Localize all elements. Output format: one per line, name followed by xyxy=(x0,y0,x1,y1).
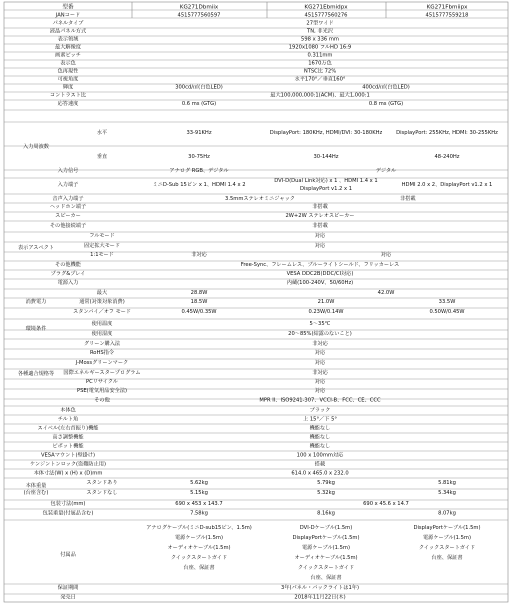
accessory-item: 電源ケーブル(1.5m) xyxy=(422,535,472,541)
pkg-weight-kg271d: 7.58kg xyxy=(190,510,208,517)
env-temp-label: 使用温度 xyxy=(91,321,113,327)
power-typ-kg271f: 33.5W xyxy=(438,299,456,305)
aspect-one-kg271d: 非対応 xyxy=(191,252,207,258)
display-area-value: 598 x 336 mm xyxy=(301,36,339,43)
max-resolution-value: 1920x1080 フルHD 16:9 xyxy=(288,44,352,51)
aspect-full-value: 対応 xyxy=(314,233,326,239)
response-label: 応答速度 xyxy=(57,101,79,107)
pkg-dim-label: 包装寸法(mm) xyxy=(50,501,86,507)
tilt-value: 上 15°／下 5° xyxy=(303,416,337,423)
warranty-label: 保証期間 xyxy=(57,585,79,591)
freq-horizontal-kg271e: DisplayPort: 180KHz, HDMI/DVI: 30-180KHz xyxy=(269,130,383,136)
compliance-item-value: 対応 xyxy=(314,350,326,356)
input-terminal-label: 入力端子 xyxy=(57,182,79,188)
panel-type-label: パネルタイプ xyxy=(52,20,84,27)
lock-label: ケンジントンロック(盗難防止用) xyxy=(29,461,107,468)
pkg-weight-kg271e: 8.16kg xyxy=(317,510,335,517)
weight-no-kg271f: 5.34kg xyxy=(438,490,456,496)
aspect-full-label: フルモード xyxy=(89,233,115,239)
colors-value: 1670万色 xyxy=(308,60,332,67)
plug-play-label: プラグ&プレイ xyxy=(50,271,86,277)
freq-vertical-kg271e: 30-144Hz xyxy=(313,154,339,160)
env-hum-value: 20～85%(結露のないこと) xyxy=(288,331,352,337)
contrast-label: コントラスト比 xyxy=(49,92,87,99)
pivot-label: ピボット機能 xyxy=(52,443,84,450)
power-label: 消費電力 xyxy=(25,299,47,305)
compliance-item-value: 対応 xyxy=(314,379,326,385)
body-color-label: 本体色 xyxy=(60,407,76,414)
dimensions-value: 614.0 x 465.0 x 232.0 xyxy=(291,470,349,477)
accessories-rows xyxy=(146,523,480,581)
aspect-fixed-label: 固定拡大モード xyxy=(83,243,121,249)
power-standby-kg271f: 0.50W/0.45W xyxy=(429,309,465,315)
header-kg271f: KG271Fbmiipx xyxy=(426,4,468,11)
accessory-item: 台座、保証書 xyxy=(310,575,342,581)
other-features-value: Free-Sync、フレームレス、ブルーライトシールド、フリッカーレス xyxy=(240,262,400,268)
freq-horizontal-label: 水平 xyxy=(96,130,108,136)
header-kg271d: KG271Dbmiix xyxy=(179,4,219,11)
weight-with-stand-label: スタンドあり xyxy=(86,480,118,486)
dimensions-label: 本体寸法(W) x (H) x (D)mm xyxy=(33,470,103,477)
env-temp-value: 5～35℃ xyxy=(309,321,331,327)
swivel-value: 機能なし xyxy=(309,425,331,432)
lock-value: 搭載 xyxy=(314,461,326,468)
warranty-value: 3年(パネル・バックライトは1年) xyxy=(281,585,359,591)
brightness-kg271d: 300cd/㎡(白色LED) xyxy=(175,84,223,91)
pkg-weight-label: 包装重量(付属品含む) xyxy=(42,510,94,517)
accessory-item: クイックスタートガイド xyxy=(418,545,476,551)
input-terminal-kg271d: ミニD-Sub 15ピン x 1、HDMI 1.4 x 2 xyxy=(152,182,246,188)
compliance-item-label: PCリサイクル xyxy=(86,379,118,385)
compliance-item-value: MPR II、ISO9241-307、VCCI-B、FCC、CE、CCC xyxy=(259,397,381,404)
aspect-label: 表示アスペクト xyxy=(17,245,55,251)
response-kg271d: 0.6 ms (GTG) xyxy=(181,101,217,107)
accessory-item: クイックスタートガイド xyxy=(297,565,355,571)
compliance-item-label: PSE(電気用品安全法) xyxy=(76,388,128,394)
power-standby-kg271d: 0.45W/0.35W xyxy=(181,309,217,315)
jan-label: JANコード xyxy=(55,12,81,19)
weight-no-stand-label: スタンドなし xyxy=(86,490,118,496)
gamut-label: 色再現性 xyxy=(57,68,79,75)
accessory-item: アナログケーブル(ミニD-sub15ピン、1.5m) xyxy=(146,525,252,531)
tilt-label: チルト角 xyxy=(57,416,79,423)
jan-kg271d: 4515777560597 xyxy=(177,12,221,19)
freq-label: 入力周波数 xyxy=(23,144,49,150)
accessory-item: クイックスタートガイド xyxy=(170,555,228,561)
plug-play-value: VESA DDC2B(DDC/CI対応) xyxy=(286,271,354,277)
compliance-item-value: 対応 xyxy=(314,388,326,394)
freq-horizontal-kg271f: DisplayPort: 255KHz, HDMI: 30-255KHz xyxy=(396,130,498,136)
weight-with-kg271f: 5.81kg xyxy=(438,480,456,486)
accessory-item: DVI-Dケーブル(1.5m) xyxy=(299,525,353,531)
compliance-item-label: J-Mossグリーンマーク xyxy=(75,360,129,366)
aspect-one-kg271ef: 対応 xyxy=(380,252,392,258)
power-max-kg271ef: 42.0W xyxy=(377,290,395,296)
power-typ-kg271d: 18.5W xyxy=(190,299,208,305)
viewing-angle-value: 水平170°／垂直160° xyxy=(294,76,346,83)
other-features-label: その他機能 xyxy=(55,262,81,268)
header-model-label: 型番 xyxy=(62,4,74,11)
pkg-weight-kg271f: 8.07kg xyxy=(438,510,456,517)
height-adj-value: 機能なし xyxy=(309,434,331,441)
swivel-label: スイベル(左右首振り)機能 xyxy=(37,425,99,432)
pivot-value: 機能なし xyxy=(309,443,331,450)
contrast-value: 最大100,000,000:1(ACM)、最大1,000:1 xyxy=(270,92,370,99)
brightness-label: 輝度 xyxy=(62,84,74,91)
accessory-item: オーディオケーブル(1.5m) xyxy=(294,555,358,561)
other-terminal-value: 非搭載 xyxy=(312,223,328,229)
compliance-rows xyxy=(63,339,381,404)
freq-vertical-kg271f: 48-240Hz xyxy=(434,154,460,160)
accessory-item: DisplayPortケーブル(1.5m) xyxy=(413,525,481,531)
vesa-value: 100 x 100mm対応 xyxy=(296,452,344,459)
environment-label: 環境条件 xyxy=(25,326,47,332)
panel-method-label: 液晶パネル方式 xyxy=(49,28,87,35)
header-kg271e: KG271Ebmidpx xyxy=(304,4,348,11)
weight-label-line1: 本体重量 xyxy=(25,483,47,489)
compliance-item-value: 非対応 xyxy=(312,341,328,347)
input-terminal-kg271e-line2: DisplayPort v1.2 x 1 xyxy=(299,186,353,192)
response-kg271ef: 0.8 ms (GTG) xyxy=(368,101,404,107)
weight-label-line2: (台座含む) xyxy=(23,490,49,496)
body-color-value: ブラック xyxy=(309,407,331,414)
accessories-label: 付属品 xyxy=(60,552,76,558)
accessory-item: 電源ケーブル(1.5m) xyxy=(174,535,224,541)
display-area-label: 表示領域 xyxy=(57,36,79,43)
pkg-dim-kg271d: 690 x 453 x 143.7 xyxy=(175,501,223,507)
compliance-item-label: RoHS指令 xyxy=(89,350,115,356)
header-row xyxy=(62,3,468,11)
pixel-pitch-value: 0.311mm xyxy=(307,52,333,59)
height-adj-label: 高さ調整機能 xyxy=(52,434,84,441)
release-label: 発売日 xyxy=(60,594,76,601)
colors-label: 表示色 xyxy=(60,60,76,67)
input-signal-label: 入力信号 xyxy=(57,168,79,174)
freq-vertical-kg271d: 30-75Hz xyxy=(188,154,210,160)
power-max-kg271d: 28.8W xyxy=(190,290,208,296)
aspect-one-label: 1:1モード xyxy=(90,252,114,258)
input-signal-kg271d: アナログ RGB、デジタル xyxy=(169,168,229,174)
pkg-dim-kg271ef: 690 x 45.6 x 14.7 xyxy=(363,501,409,507)
power-standby-label: スタンバイ／オフ モード xyxy=(73,309,131,315)
brightness-kg271ef: 400cd/㎡(白色LED) xyxy=(362,84,410,91)
freq-horizontal-kg271d: 33-91KHz xyxy=(186,130,212,136)
freq-vertical-label: 垂直 xyxy=(96,154,108,160)
compliance-item-label: その他 xyxy=(94,397,110,404)
speaker-value: 2W+2W ステレオスピーカー xyxy=(285,213,355,219)
compliance-item-label: グリーン購入法 xyxy=(83,341,121,347)
power-supply-value: 内蔵(100-240V、50/60Hz) xyxy=(286,280,354,286)
env-hum-label: 使用湿度 xyxy=(91,331,113,337)
audio-in-label: 音声入力端子 xyxy=(52,196,84,202)
max-resolution-label: 最大解像度 xyxy=(55,44,81,51)
speaker-label: スピーカー xyxy=(55,213,81,219)
accessory-item: DisplayPortケーブル(1.5m) xyxy=(292,535,360,541)
panel-type-value: 27型ワイド xyxy=(306,20,334,27)
compliance-item-value: 対応 xyxy=(314,360,326,366)
compliance-item-value: 非対応 xyxy=(312,370,328,376)
compliance-label: 各種適合規格等 xyxy=(17,371,55,377)
power-max-label: 最大 xyxy=(96,290,108,296)
panel-method-value: TN, 非光沢 xyxy=(307,28,333,35)
aspect-fixed-value: 対応 xyxy=(314,243,326,249)
gamut-value: NTSC比 72% xyxy=(303,68,337,75)
weight-with-kg271d: 5.62kg xyxy=(190,480,208,486)
other-terminal-label: その他接続端子 xyxy=(49,223,87,229)
weight-no-kg271d: 5.15kg xyxy=(190,490,208,496)
weight-with-kg271e: 5.79kg xyxy=(317,480,335,486)
audio-in-kg271f: 非搭載 xyxy=(400,196,416,202)
accessory-item: 台座、保証書 xyxy=(431,555,463,561)
power-standby-kg271e: 0.23W/0.14W xyxy=(308,309,344,315)
power-typ-label: 通常(対策対象消費) xyxy=(79,299,125,305)
headphone-label: ヘッドホン端子 xyxy=(49,204,87,210)
accessory-item: 電源ケーブル(1.5m) xyxy=(301,545,351,551)
pixel-pitch-label: 画素ピッチ xyxy=(55,52,81,59)
compliance-item-label: 国際エネルギースタープログラム xyxy=(63,370,141,376)
accessory-item: 台座、保証書 xyxy=(183,565,215,571)
vesa-label: VESAマウント(壁掛け) xyxy=(40,452,96,459)
input-terminal-kg271f: HDMI 2.0 x 2、DisplayPort v1.2 x 1 xyxy=(401,182,493,188)
headphone-value: 非搭載 xyxy=(312,204,328,210)
power-supply-label: 電源入力 xyxy=(57,280,79,286)
input-terminal-kg271e-line1: DVI-D(Dual Link対応) x 1 、HDMI 1.4 x 1 xyxy=(274,178,378,184)
power-typ-kg271e: 21.0W xyxy=(317,299,335,305)
release-value: 2018年11月22日(木) xyxy=(294,594,346,601)
weight-no-kg271e: 5.32kg xyxy=(317,490,335,496)
audio-in-value: 3.5mmステレオミニジャック xyxy=(225,196,295,202)
viewing-angle-label: 可視角度 xyxy=(57,76,79,83)
accessory-item: オーディオケーブル(1.5m) xyxy=(167,545,231,551)
input-signal-kg271ef: デジタル xyxy=(375,168,397,174)
jan-kg271f: 4515777559218 xyxy=(425,12,469,19)
jan-kg271e: 4515777560276 xyxy=(304,12,348,19)
